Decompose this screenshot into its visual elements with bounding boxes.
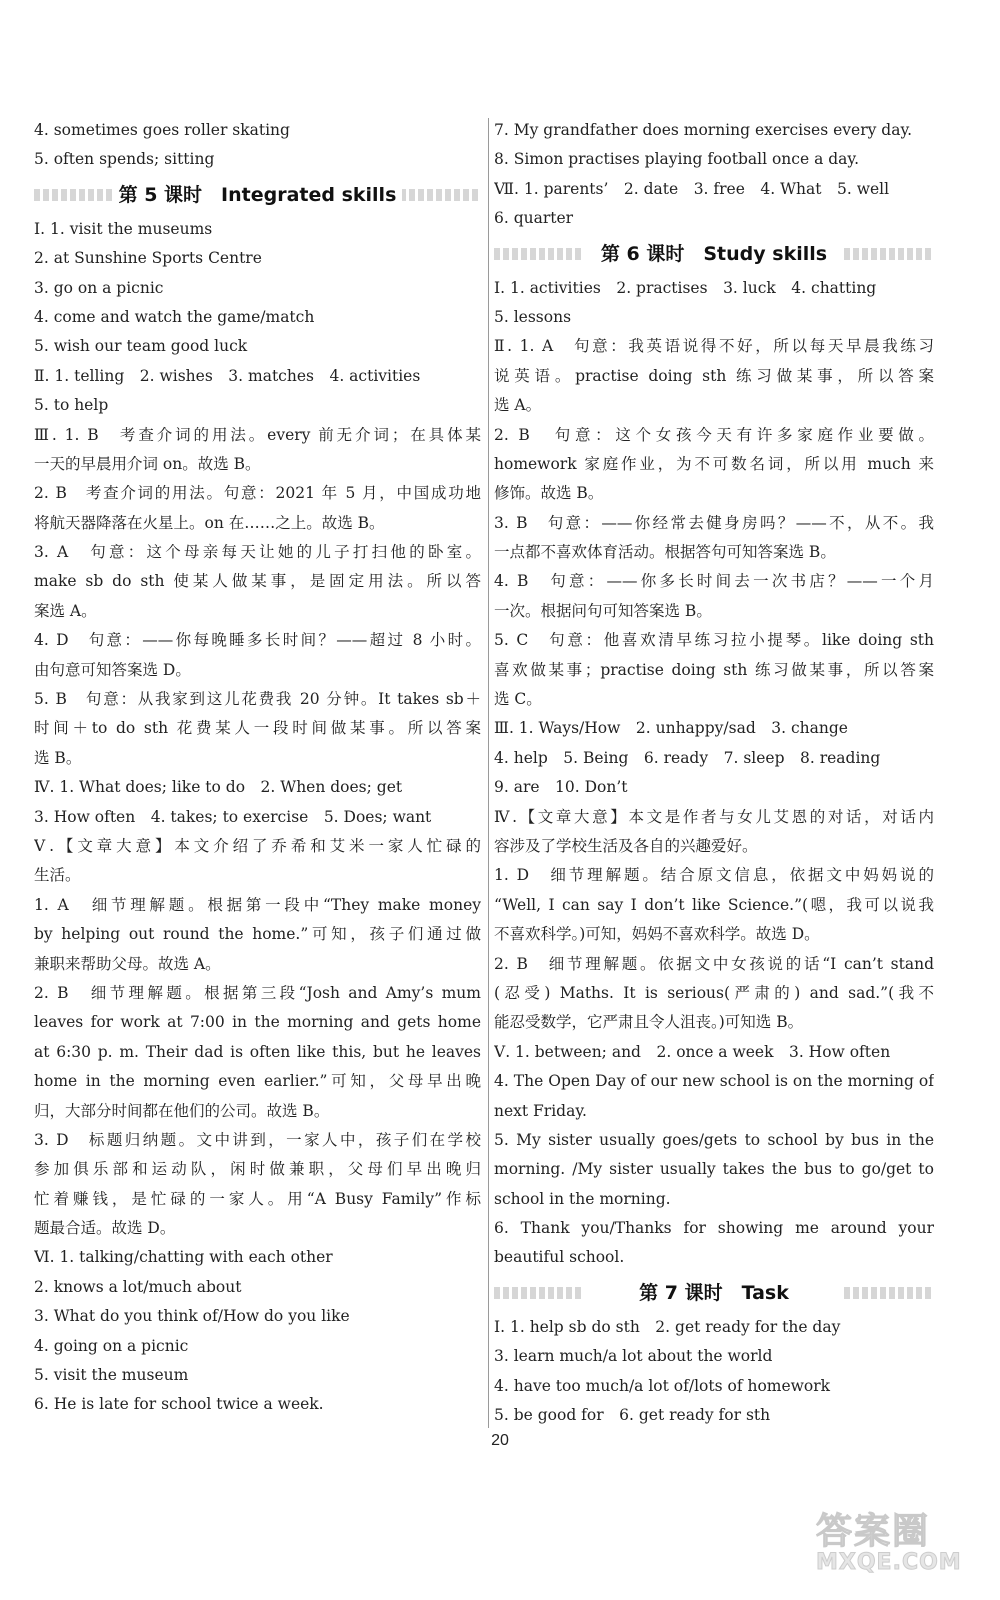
answer-line: 4. help 5. Being 6. ready 7. sleep 8. reading [494, 748, 881, 767]
answer-line: at 6:30 p. m. Their dad is often like this, but he leaves [34, 1042, 481, 1061]
answer-line: Ⅴ.【文章大意】本文介绍了乔希和艾米一家人忙碌的 [34, 836, 481, 855]
answer-line: 时间＋to do sth 花费某人一段时间做某事。所以答案 [34, 719, 481, 738]
answer-line: 1. A 细节理解题。根据第一段中“They make money [34, 895, 481, 914]
answer-line: (忍受) Maths. It is serious(严肃的) and sad.”(我不 [494, 983, 934, 1002]
answer-line: 2. at Sunshine Sports Centre [34, 249, 262, 268]
section-heading [34, 175, 481, 215]
answer-line: 4. have too much/a lot of/lots of homework [494, 1376, 831, 1395]
answer-line: Ⅲ. 1. B 考查介词的用法。every 前无介词；在具体某 [34, 425, 481, 444]
answer-line: 3. B 句意：——你经常去健身房吗？——不，从不。我 [494, 513, 934, 532]
heading-decoration-left [34, 189, 124, 201]
answer-line: next Friday. [494, 1101, 587, 1120]
answer-line: 参加俱乐部和运动队，闲时做兼职，父母们早出晚归 [34, 1160, 481, 1179]
answer-line: 生活。 [34, 866, 81, 885]
answer-line: 归，大部分时间都在他们的公司。故选 B。 [34, 1101, 330, 1120]
answer-line: 3. learn much/a lot about the world [494, 1347, 773, 1366]
answer-line: 选 A。 [494, 396, 542, 415]
answer-line: Ⅲ. 1. Ways/How 2. unhappy/sad 3. change [494, 719, 848, 738]
answer-line: Ⅰ. 1. help sb do sth 2. get ready for the day [494, 1317, 841, 1336]
answer-line: 由句意可知答案选 D。 [34, 660, 191, 679]
answer-line: home in the morning even earlier.”可知，父母早出晚 [34, 1072, 481, 1091]
answer-line: 9. are 10. Don’t [494, 778, 628, 797]
answer-line: 忙着赚钱，是忙碌的一家人。用“A Busy Family”作标 [34, 1189, 481, 1208]
column-divider [488, 118, 489, 1428]
section-heading [494, 234, 934, 274]
answer-line: 一天的早晨用介词 on。故选 B。 [34, 454, 261, 473]
answer-line: 5. lessons [494, 307, 572, 326]
answer-line: 不喜欢科学。)可知，妈妈不喜欢科学。故选 D。 [494, 925, 820, 944]
answer-line: 2. B 细节理解题。根据第三段“Josh and Amy’s mum [34, 983, 481, 1002]
answer-line: 7. My grandfather does morning exercises every day. [494, 121, 913, 139]
section-heading-text: 第 7 课时 Task [633, 1282, 795, 1304]
section-heading-text: 第 5 课时 Integrated skills [113, 184, 403, 206]
answer-line: 5. be good for 6. get ready for sth [494, 1406, 771, 1425]
answer-line: Ⅱ. 1. telling 2. wishes 3. matches 4. activities [34, 366, 421, 385]
answer-line: 2. knows a lot/much about [34, 1277, 242, 1296]
answer-line: Ⅳ. 1. What does; like to do 2. When does; get [34, 778, 403, 797]
answer-line: beautiful school. [494, 1248, 625, 1267]
answer-line: 5. C 句意：他喜欢清早练习拉小提琴。like doing sth [494, 631, 934, 650]
answer-line: 5. My sister usually goes/gets to school by bus in the [494, 1130, 934, 1149]
answer-line: 能忍受数学，它严肃且令人沮丧。)可知选 B。 [494, 1013, 804, 1032]
answer-line: Ⅰ. 1. visit the museums [34, 219, 213, 238]
answer-line: 3. A 句意：这个母亲每天让她的儿子打扫他的卧室。 [34, 543, 481, 562]
answer-line: 4. D 句意：——你每晚睡多长时间？——超过 8 小时。 [34, 631, 481, 650]
answer-line: 选 C。 [494, 690, 542, 709]
answer-line: 5. B 句意：从我家到这儿花费我 20 分钟。It takes sb＋ [34, 690, 481, 709]
left-column [34, 116, 481, 1420]
answer-line: 说英语。practise doing sth 练习做某事，所以答案 [494, 366, 934, 385]
answer-line: 4. come and watch the game/match [34, 307, 315, 326]
answer-line: 8. Simon practises playing football once a day. [494, 150, 860, 169]
answer-line: 5. visit the museum [34, 1366, 189, 1385]
answer-line: 兼职来帮助父母。故选 A。 [34, 954, 221, 973]
answer-line: 4. The Open Day of our new school is on the morning of [494, 1072, 934, 1091]
answer-line: 2. B 细节理解题。依据文中女孩说的话“I can’t stand [494, 954, 934, 973]
right-column [494, 116, 934, 1430]
watermark-url: MXQE.COM [816, 1550, 962, 1575]
answer-line: Ⅰ. 1. activities 2. practises 3. luck 4. chatting [494, 278, 877, 297]
heading-decoration-right [391, 189, 481, 201]
answer-line: 2. B 考查介词的用法。句意：2021 年 5 月，中国成功地 [34, 484, 481, 503]
answer-line: leaves for work at 7:00 in the morning and gets home [34, 1013, 481, 1032]
answer-line: 容涉及了学校生活及各自的兴趣爱好。 [494, 836, 758, 855]
heading-decoration-left [494, 248, 584, 260]
answer-line: 将航天器降落在火星上。on 在……之上。故选 B。 [34, 513, 385, 532]
answer-line: 5. often spends; sitting [34, 150, 215, 169]
answer-line: 2. B 句意：这个女孩今天有许多家庭作业要做。 [494, 425, 934, 444]
heading-decoration-right [844, 248, 934, 260]
answer-line: Ⅵ. 1. talking/chatting with each other [34, 1248, 333, 1267]
answer-line: 3. D 标题归纳题。文中讲到，一家人中，孩子们在学校 [34, 1130, 481, 1149]
watermark [816, 1503, 986, 1589]
answer-line: 案选 A。 [34, 601, 97, 620]
answer-line: Ⅶ. 1. parents’ 2. date 3. free 4. What 5. well [494, 179, 890, 198]
answer-line: Ⅱ. 1. A 句意：我英语说得不好，所以每天早晨我练习 [494, 337, 934, 356]
answer-line: 修饰。故选 B。 [494, 484, 604, 503]
answer-line: 6. Thank you/Thanks for showing me around your [494, 1219, 934, 1238]
answer-line: homework 家庭作业，为不可数名词，所以用 much 来 [494, 454, 934, 473]
answer-line: 5. to help [34, 396, 109, 415]
answer-line: “Well, I can say I don’t like Science.”(嗯，我可以说我 [494, 895, 934, 914]
answer-line: 3. What do you think of/How do you like [34, 1307, 350, 1326]
answer-line: 4. sometimes goes roller skating [34, 121, 290, 139]
page-number: 20 [491, 1432, 509, 1449]
answer-line: Ⅳ.【文章大意】本文是作者与女儿艾恩的对话，对话内 [494, 807, 934, 826]
watermark-logo: 答案圈 [816, 1511, 931, 1552]
answer-line: Ⅴ. 1. between; and 2. once a week 3. How often [494, 1042, 891, 1061]
answer-line: 选 B。 [34, 748, 82, 767]
answer-line: 6. quarter [494, 209, 574, 228]
answer-line: 4. going on a picnic [34, 1336, 189, 1355]
heading-decoration-right [844, 1287, 934, 1299]
answer-line: school in the morning. [494, 1189, 671, 1208]
answer-line: 3. How often 4. takes; to exercise 5. Does; want [34, 807, 432, 826]
section-heading-text: 第 6 课时 Study skills [595, 243, 833, 265]
answer-line: 喜欢做某事；practise doing sth 练习做某事，所以答案 [494, 660, 934, 679]
answer-line: by helping out round the home.”可知，孩子们通过做 [34, 925, 481, 944]
answer-line: morning. /My sister usually takes the bus to go/get to [494, 1160, 934, 1179]
answer-line: 6. He is late for school twice a week. [34, 1395, 324, 1414]
answer-line: make sb do sth 使某人做某事，是固定用法。所以答 [34, 572, 481, 591]
answer-line: 1. D 细节理解题。结合原文信息，依据文中妈妈说的 [494, 866, 934, 885]
answer-line: 题最合适。故选 D。 [34, 1219, 176, 1238]
heading-decoration-left [494, 1287, 584, 1299]
answer-line: 3. go on a picnic [34, 278, 164, 297]
answer-line: 4. B 句意：——你多长时间去一次书店？——一个月 [494, 572, 934, 591]
section-heading [494, 1273, 934, 1313]
answer-line: 一次。根据问句可知答案选 B。 [494, 601, 712, 620]
answer-line: 5. wish our team good luck [34, 337, 248, 356]
answer-line: 一点都不喜欢体育活动。根据答句可知答案选 B。 [494, 543, 836, 562]
